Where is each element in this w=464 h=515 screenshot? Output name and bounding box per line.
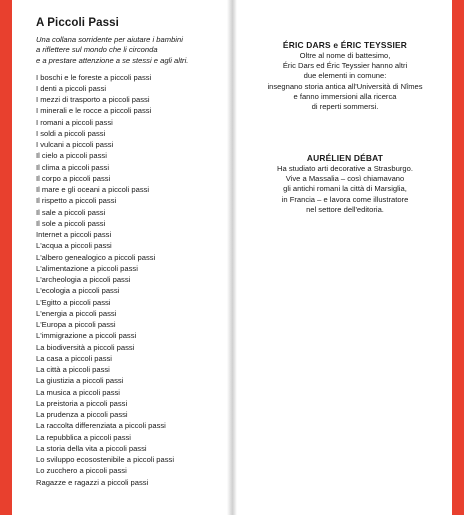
- list-item: Lo zucchero a piccoli passi: [36, 466, 127, 476]
- list-item: I romani a piccoli passi: [36, 117, 113, 127]
- list-item: Il mare e gli oceani a piccoli passi: [36, 185, 150, 194]
- bio-line: di reperti sommersi.: [311, 102, 379, 112]
- list-item: L'albero genealogico a piccoli passi: [36, 252, 156, 262]
- list-item: I denti a piccoli passi: [36, 83, 107, 93]
- list-item: La casa a piccoli passi: [36, 353, 112, 363]
- list-item: I boschi e le foreste a piccoli passi: [36, 72, 152, 82]
- list-item: Il clima a piccoli passi: [36, 162, 110, 172]
- illustrator-name: AURÉLIEN DÉBAT: [306, 153, 384, 163]
- bio-line: Ha studiato arti decorative a Strasburgo.: [277, 164, 413, 173]
- bio-line: e fanno immersioni alla ricerca: [293, 91, 397, 101]
- list-item: L'acqua a piccoli passi: [36, 241, 112, 251]
- list-item: I soldi a piccoli passi: [36, 128, 106, 138]
- list-item: La musica a piccoli passi: [36, 387, 120, 397]
- series-title: A Piccoli Passi: [36, 17, 119, 29]
- bio-line: Vive a Massalia – così chiamavano: [285, 174, 405, 184]
- list-item: La biodiversità a piccoli passi: [36, 342, 135, 352]
- authors-bio-text: [240, 51, 450, 112]
- bio-line: insegnano storia antica all'Università di Nîmes: [267, 81, 423, 91]
- intro-line: e a prestare attenzione a se stessi e agli altri.: [36, 55, 189, 65]
- bio-line: due elementi in comune:: [303, 71, 387, 81]
- bio-line: gli antichi romani la città di Marsiglia,: [283, 184, 407, 194]
- list-item: L'alimentazione a piccoli passi: [36, 263, 138, 273]
- authors-name: ÉRIC DARS e ÉRIC TEYSSIER: [282, 40, 408, 50]
- list-item: L'ecologia a piccoli passi: [36, 286, 120, 296]
- list-item: La prudenza a piccoli passi: [36, 410, 128, 419]
- list-item: La giustizia a piccoli passi: [36, 376, 124, 386]
- bio-line: Éric Dars ed Éric Teyssier hanno altri: [282, 61, 408, 71]
- list-item: Il sale a piccoli passi: [36, 207, 106, 217]
- list-item: La raccolta differenziata a piccoli passi: [36, 421, 166, 431]
- intro-line: a riflettere sul mondo che li circonda: [36, 45, 158, 55]
- list-item: Il rispetto a piccoli passi: [36, 196, 117, 206]
- series-titles-list: [36, 72, 174, 488]
- list-item: Ragazze e ragazzi a piccoli passi: [36, 477, 149, 487]
- left-color-band: [0, 0, 12, 515]
- list-item: L'energia a piccoli passi: [36, 308, 117, 318]
- list-item: I vulcani a piccoli passi: [36, 140, 114, 149]
- list-item: La città a piccoli passi: [36, 365, 110, 374]
- list-item: L'Europa a piccoli passi: [36, 320, 116, 329]
- list-item: L'archeologia a piccoli passi: [36, 275, 131, 284]
- bio-line: Oltre al nome di battesimo,: [299, 51, 391, 60]
- list-item: La preistoria a piccoli passi: [36, 398, 128, 408]
- list-item: I mezzi di trasporto a piccoli passi: [36, 95, 150, 104]
- book-gutter: [227, 0, 237, 515]
- list-item: Il sole a piccoli passi: [36, 218, 106, 228]
- list-item: Il corpo a piccoli passi: [36, 173, 111, 183]
- intro-line: Una collana sorridente per aiutare i bambini: [36, 35, 183, 44]
- bio-line: in Francia – e lavora come illustratore: [281, 194, 409, 204]
- right-color-band: [452, 0, 464, 515]
- bio-line: nel settore dell'editoria.: [306, 204, 384, 214]
- series-intro: [36, 35, 221, 66]
- list-item: Internet a piccoli passi: [36, 230, 112, 239]
- authors-bio: [240, 40, 450, 112]
- list-item: I minerali e le rocce a piccoli passi: [36, 106, 152, 116]
- list-item: La repubblica a piccoli passi: [36, 432, 131, 442]
- list-item: La storia della vita a piccoli passi: [36, 443, 147, 453]
- list-item: L'Egitto a piccoli passi: [36, 297, 111, 307]
- list-item: Il cielo a piccoli passi: [36, 151, 107, 161]
- illustrator-bio-text: [240, 164, 450, 215]
- list-item: Lo sviluppo ecosostenibile a piccoli passi: [36, 455, 175, 464]
- list-item: L'immigrazione a piccoli passi: [36, 331, 137, 341]
- illustrator-bio: [240, 153, 450, 215]
